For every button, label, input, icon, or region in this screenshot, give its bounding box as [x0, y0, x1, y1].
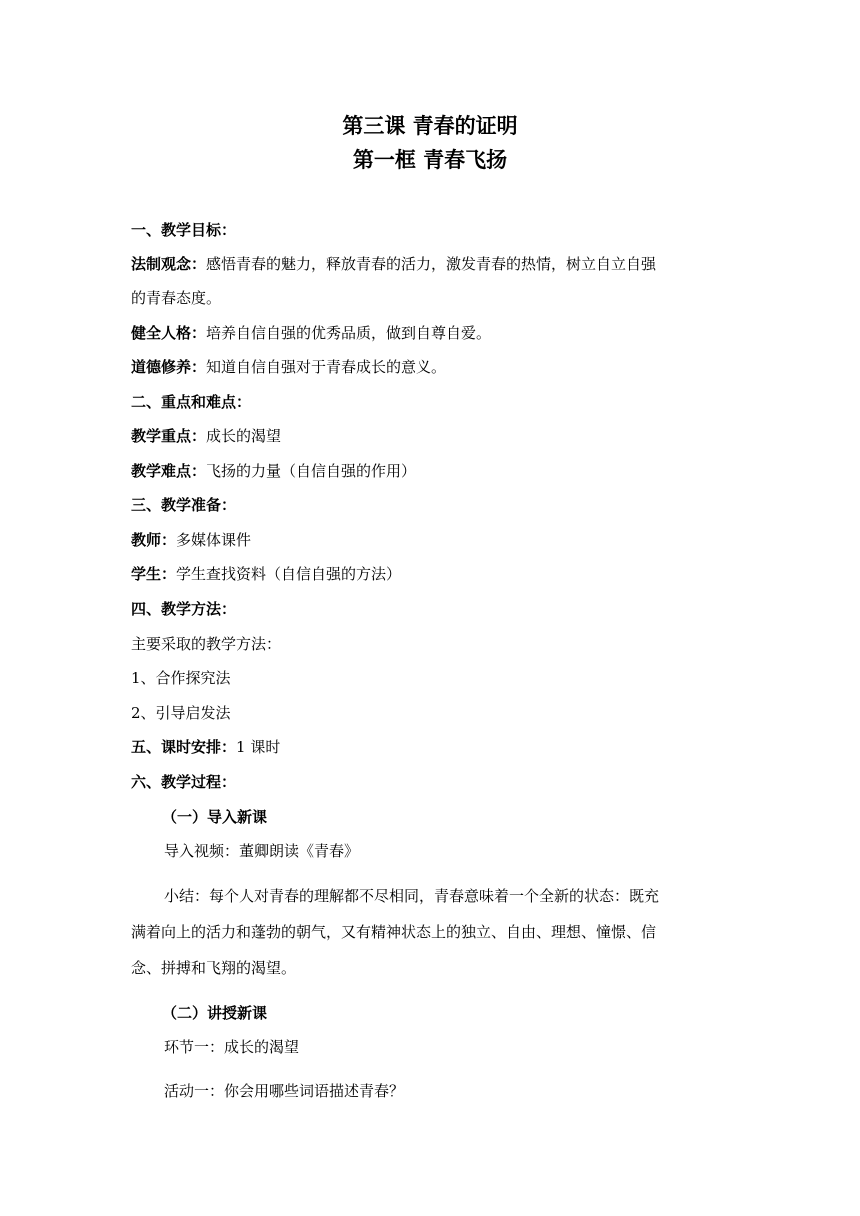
- schedule: [131, 737, 280, 757]
- preparation-teacher-label: 教师：: [131, 531, 177, 549]
- process-heading: 六、教学过程：: [131, 773, 237, 791]
- key-point-text: 成长的渴望: [206, 427, 282, 445]
- objective-personality-label: 健全人格：: [131, 324, 207, 342]
- objective-law-text: 感悟青春的魅力，释放青春的活力，激发青春的热情，树立自立自强: [206, 255, 657, 273]
- key-points-heading: 二、重点和难点：: [131, 393, 252, 411]
- preparation-teacher-text: 多媒体课件: [176, 531, 252, 549]
- methods-intro: 主要采取的教学方法：: [131, 635, 282, 653]
- summary-line: 满着向上的活力和蓬勃的朝气，又有精神状态上的独立、自由、理想、憧憬、信: [131, 923, 657, 941]
- method-item: 1、合作探究法: [131, 669, 231, 687]
- objectives-heading: 一、教学目标：: [131, 221, 237, 239]
- objective-law-continued: 的青春态度。: [131, 289, 222, 307]
- summary-line: 小结：每个人对青春的理解都不尽相同，青春意味着一个全新的状态：既充: [164, 887, 660, 905]
- objective-law: [131, 254, 656, 274]
- preparation-student-label: 学生：: [131, 565, 177, 583]
- objective-morality: [131, 357, 446, 377]
- key-point: [131, 426, 281, 446]
- link-one: 环节一：成长的渴望: [164, 1038, 300, 1056]
- intro-video: 导入视频：董卿朗读《青春》: [164, 842, 360, 860]
- difficult-point: [131, 461, 416, 481]
- difficult-point-label: 教学难点：: [131, 462, 207, 480]
- activity-one: 活动一：你会用哪些词语描述青春？: [164, 1082, 405, 1100]
- objective-personality-text: 培养自信自强的优秀品质，做到自尊自爱。: [206, 324, 492, 342]
- section-title: 第一框 青春飞扬: [352, 148, 508, 172]
- intro-part-heading: （一）导入新课: [162, 808, 268, 826]
- difficult-point-text: 飞扬的力量（自信自强的作用）: [206, 462, 417, 480]
- objective-morality-text: 知道自信自强对于青春成长的意义。: [206, 358, 447, 376]
- preparation-student: [131, 564, 401, 584]
- methods-heading: 四、教学方法：: [131, 600, 237, 618]
- objective-law-label: 法制观念：: [131, 255, 207, 273]
- preparation-student-text: 学生查找资料（自信自强的方法）: [176, 565, 402, 583]
- lesson-title: 第三课 青春的证明: [342, 114, 518, 138]
- objective-personality: [131, 323, 491, 343]
- method-item: 2、引导启发法: [131, 704, 231, 722]
- objective-morality-label: 道德修养：: [131, 358, 207, 376]
- preparation-teacher: [131, 530, 251, 550]
- summary-line: 念、拼搏和飞翔的渴望。: [131, 959, 297, 977]
- schedule-heading: 五、课时安排：: [131, 738, 237, 756]
- schedule-value: 1 课时: [236, 738, 281, 756]
- new-lesson-heading: （二）讲授新课: [162, 1004, 268, 1022]
- key-point-label: 教学重点：: [131, 427, 207, 445]
- preparation-heading: 三、教学准备：: [131, 496, 237, 514]
